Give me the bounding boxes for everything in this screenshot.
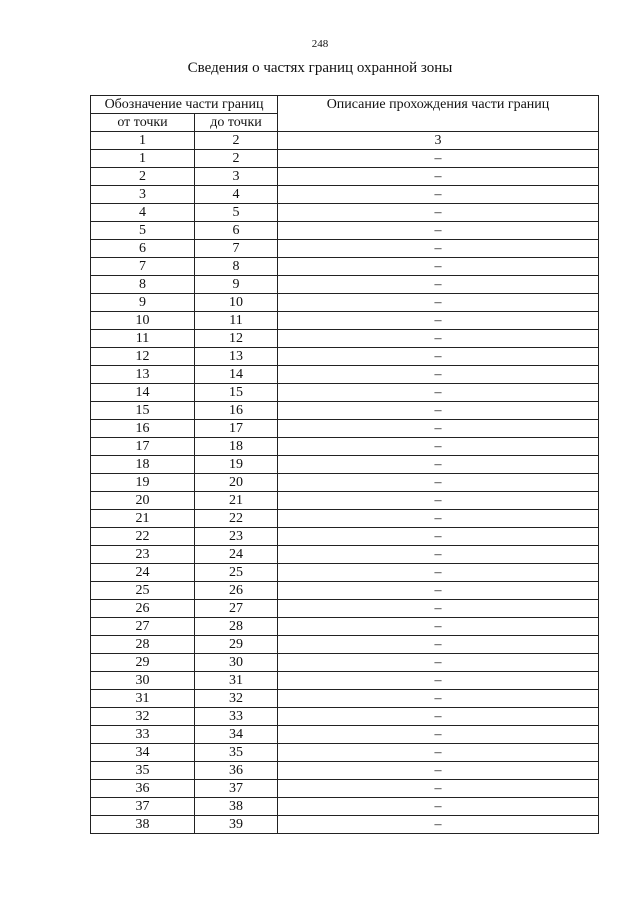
to-point-cell: 39 — [195, 816, 278, 834]
description-cell: – — [278, 564, 599, 582]
description-cell: – — [278, 690, 599, 708]
to-point-cell: 12 — [195, 330, 278, 348]
description-cell: – — [278, 528, 599, 546]
table-row — [91, 276, 599, 294]
to-point-cell: 23 — [195, 528, 278, 546]
to-point-cell: 6 — [195, 222, 278, 240]
header-from-point: от точки — [91, 114, 195, 132]
to-point-cell: 24 — [195, 546, 278, 564]
description-cell: – — [278, 420, 599, 438]
table-row — [91, 708, 599, 726]
to-point-cell: 29 — [195, 636, 278, 654]
table-row — [91, 798, 599, 816]
header-description: Описание прохождения части границ — [278, 96, 599, 132]
to-point-cell: 5 — [195, 204, 278, 222]
table-row — [91, 150, 599, 168]
table-row — [91, 564, 599, 582]
header-boundary-designation: Обозначение части границ — [91, 96, 278, 114]
to-point-cell: 7 — [195, 240, 278, 258]
to-point-cell: 27 — [195, 600, 278, 618]
description-cell: – — [278, 330, 599, 348]
to-point-cell: 26 — [195, 582, 278, 600]
table-row — [91, 780, 599, 798]
to-point-cell: 17 — [195, 420, 278, 438]
table-row — [91, 546, 599, 564]
table-row — [91, 258, 599, 276]
from-point-cell: 28 — [91, 636, 195, 654]
from-point-cell: 5 — [91, 222, 195, 240]
header-number-1: 1 — [91, 132, 195, 150]
table-row — [91, 672, 599, 690]
to-point-cell: 3 — [195, 168, 278, 186]
to-point-cell: 18 — [195, 438, 278, 456]
from-point-cell: 11 — [91, 330, 195, 348]
table-row — [91, 168, 599, 186]
table-row — [91, 312, 599, 330]
to-point-cell: 22 — [195, 510, 278, 528]
from-point-cell: 24 — [91, 564, 195, 582]
from-point-cell: 34 — [91, 744, 195, 762]
from-point-cell: 19 — [91, 474, 195, 492]
description-cell: – — [278, 258, 599, 276]
description-cell: – — [278, 762, 599, 780]
table-row — [91, 204, 599, 222]
to-point-cell: 34 — [195, 726, 278, 744]
description-cell: – — [278, 510, 599, 528]
document-title: Сведения о частях границ охранной зоны — [187, 60, 453, 76]
table-row — [91, 402, 599, 420]
header-row-numbers — [91, 132, 599, 150]
description-cell: – — [278, 384, 599, 402]
table-row — [91, 474, 599, 492]
boundary-parts-table — [90, 95, 599, 834]
description-cell: – — [278, 168, 599, 186]
table-row — [91, 528, 599, 546]
from-point-cell: 9 — [91, 294, 195, 312]
table-row — [91, 348, 599, 366]
from-point-cell: 31 — [91, 690, 195, 708]
header-number-2: 2 — [195, 132, 278, 150]
from-point-cell: 32 — [91, 708, 195, 726]
from-point-cell: 8 — [91, 276, 195, 294]
to-point-cell: 32 — [195, 690, 278, 708]
table-row — [91, 618, 599, 636]
table-row — [91, 366, 599, 384]
table-row — [91, 690, 599, 708]
from-point-cell: 37 — [91, 798, 195, 816]
description-cell: – — [278, 438, 599, 456]
description-cell: – — [278, 348, 599, 366]
to-point-cell: 37 — [195, 780, 278, 798]
table-row — [91, 582, 599, 600]
from-point-cell: 22 — [91, 528, 195, 546]
table-row — [91, 456, 599, 474]
description-cell: – — [278, 186, 599, 204]
description-cell: – — [278, 708, 599, 726]
table-row — [91, 222, 599, 240]
from-point-cell: 18 — [91, 456, 195, 474]
from-point-cell: 2 — [91, 168, 195, 186]
description-cell: – — [278, 492, 599, 510]
table-row — [91, 240, 599, 258]
from-point-cell: 17 — [91, 438, 195, 456]
from-point-cell: 25 — [91, 582, 195, 600]
table-row — [91, 726, 599, 744]
to-point-cell: 25 — [195, 564, 278, 582]
to-point-cell: 9 — [195, 276, 278, 294]
to-point-cell: 28 — [195, 618, 278, 636]
from-point-cell: 38 — [91, 816, 195, 834]
description-cell: – — [278, 276, 599, 294]
to-point-cell: 19 — [195, 456, 278, 474]
description-cell: – — [278, 222, 599, 240]
table-row — [91, 744, 599, 762]
from-point-cell: 33 — [91, 726, 195, 744]
from-point-cell: 21 — [91, 510, 195, 528]
from-point-cell: 36 — [91, 780, 195, 798]
table-row — [91, 420, 599, 438]
from-point-cell: 12 — [91, 348, 195, 366]
description-cell: – — [278, 816, 599, 834]
description-cell: – — [278, 654, 599, 672]
table-row — [91, 762, 599, 780]
description-cell: – — [278, 600, 599, 618]
table-row — [91, 186, 599, 204]
to-point-cell: 20 — [195, 474, 278, 492]
description-cell: – — [278, 780, 599, 798]
from-point-cell: 23 — [91, 546, 195, 564]
description-cell: – — [278, 312, 599, 330]
to-point-cell: 38 — [195, 798, 278, 816]
to-point-cell: 4 — [195, 186, 278, 204]
from-point-cell: 10 — [91, 312, 195, 330]
to-point-cell: 16 — [195, 402, 278, 420]
table-row — [91, 816, 599, 834]
from-point-cell: 3 — [91, 186, 195, 204]
description-cell: – — [278, 204, 599, 222]
to-point-cell: 8 — [195, 258, 278, 276]
description-cell: – — [278, 402, 599, 420]
table-row — [91, 654, 599, 672]
from-point-cell: 20 — [91, 492, 195, 510]
description-cell: – — [278, 582, 599, 600]
description-cell: – — [278, 456, 599, 474]
description-cell: – — [278, 294, 599, 312]
header-row-group — [91, 96, 599, 114]
to-point-cell: 13 — [195, 348, 278, 366]
table-row — [91, 294, 599, 312]
description-cell: – — [278, 744, 599, 762]
from-point-cell: 6 — [91, 240, 195, 258]
to-point-cell: 36 — [195, 762, 278, 780]
description-cell: – — [278, 636, 599, 654]
table-row — [91, 330, 599, 348]
description-cell: – — [278, 240, 599, 258]
table-row — [91, 636, 599, 654]
to-point-cell: 33 — [195, 708, 278, 726]
to-point-cell: 31 — [195, 672, 278, 690]
table-body — [91, 150, 599, 834]
from-point-cell: 1 — [91, 150, 195, 168]
description-cell: – — [278, 366, 599, 384]
from-point-cell: 29 — [91, 654, 195, 672]
from-point-cell: 7 — [91, 258, 195, 276]
table-row — [91, 384, 599, 402]
table-row — [91, 438, 599, 456]
table-row — [91, 492, 599, 510]
description-cell: – — [278, 546, 599, 564]
description-cell: – — [278, 150, 599, 168]
to-point-cell: 11 — [195, 312, 278, 330]
from-point-cell: 16 — [91, 420, 195, 438]
from-point-cell: 13 — [91, 366, 195, 384]
from-point-cell: 14 — [91, 384, 195, 402]
description-cell: – — [278, 618, 599, 636]
to-point-cell: 21 — [195, 492, 278, 510]
to-point-cell: 10 — [195, 294, 278, 312]
to-point-cell: 2 — [195, 150, 278, 168]
from-point-cell: 15 — [91, 402, 195, 420]
description-cell: – — [278, 726, 599, 744]
to-point-cell: 15 — [195, 384, 278, 402]
description-cell: – — [278, 798, 599, 816]
to-point-cell: 35 — [195, 744, 278, 762]
table-row — [91, 510, 599, 528]
to-point-cell: 30 — [195, 654, 278, 672]
header-to-point: до точки — [195, 114, 278, 132]
table-header — [91, 96, 599, 150]
header-number-3: 3 — [278, 132, 599, 150]
from-point-cell: 30 — [91, 672, 195, 690]
table-row — [91, 600, 599, 618]
page-number: 248 — [311, 38, 329, 50]
from-point-cell: 27 — [91, 618, 195, 636]
description-cell: – — [278, 672, 599, 690]
to-point-cell: 14 — [195, 366, 278, 384]
from-point-cell: 26 — [91, 600, 195, 618]
description-cell: – — [278, 474, 599, 492]
from-point-cell: 35 — [91, 762, 195, 780]
from-point-cell: 4 — [91, 204, 195, 222]
